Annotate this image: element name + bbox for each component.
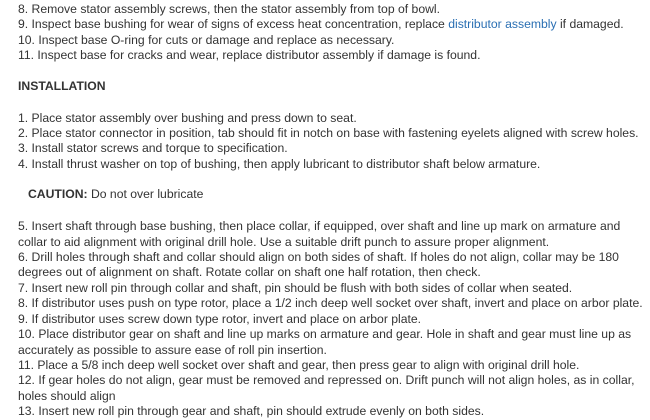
caution-text: Do not over lubricate (87, 187, 204, 202)
install-step-3: 3. Install stator screws and torque to specification. (18, 141, 288, 156)
caution-note (18, 187, 642, 202)
install-step-11: 11. Place a 5/8 inch deep well socket over shaft and gear, then press gear to align with original drill hole. (18, 357, 580, 372)
removal-step-9 (18, 17, 642, 32)
removal-step-8: 8. Remove stator assembly screws, then the stator assembly from top of bowl. (18, 2, 440, 16)
install-step-10: 10. Place distributor gear on shaft and line up marks on armature and gear. Hole in shaft and gear must line up as accurately as possible to assure ease of roll pin insertion. (18, 327, 632, 357)
caution-label: CAUTION: (28, 187, 88, 202)
removal-step-9-after: if damaged. (556, 17, 624, 32)
install-step-12: 12. If gear holes do not align, gear must be removed and repressed on. Drift punch will not align holes, as in collar, holes should align (18, 373, 635, 403)
install-step-9: 9. If distributor uses screw down type rotor, invert and place on arbor plate. (18, 311, 422, 326)
distributor-assembly-link[interactable]: distributor assembly (448, 17, 557, 32)
article-body (18, 0, 642, 420)
installation-heading: INSTALLATION (18, 78, 106, 93)
install-step-4: 4. Install thrust washer on top of bushing, then apply lubricant to distributor shaft below armature. (18, 156, 541, 171)
install-step-7: 7. Insert new roll pin through collar and shaft, pin should be flush with both sides of collar when seated. (18, 280, 573, 295)
removal-step-9-before: 9. Inspect base bushing for wear of signs of excess heat concentration, replace (18, 17, 449, 32)
install-step-8: 8. If distributor uses push on type rotor, place a 1/2 inch deep well socket over shaft, invert and place on arbor plate. (18, 296, 643, 311)
install-step-5: 5. Insert shaft through base bushing, then place collar, if equipped, over shaft and line up mark on armature and collar to aid alignment with original drill hole. Use a suitable drift punch to assure proper alignment. (18, 219, 621, 249)
install-step-2: 2. Place stator connector in position, tab should fit in notch on base with fastening eyelets aligned with screw holes. (18, 126, 639, 141)
removal-step-10: 10. Inspect base O-ring for cuts or damage and replace as necessary. (18, 32, 395, 47)
removal-step-11: 11. Inspect base for cracks and wear, replace distributor assembly if damage is found. (18, 48, 481, 63)
install-step-1: 1. Place stator assembly over bushing and press down to seat. (18, 110, 357, 125)
install-step-6: 6. Drill holes through shaft and collar should align on both sides of shaft. If holes do not align, collar may be 180 degrees out of alignment on shaft. Rotate collar on shaft one half rotation, then check. (18, 250, 619, 280)
install-step-13: 13. Insert new roll pin through gear and shaft, pin should extrude evenly on both sides. (18, 404, 485, 419)
